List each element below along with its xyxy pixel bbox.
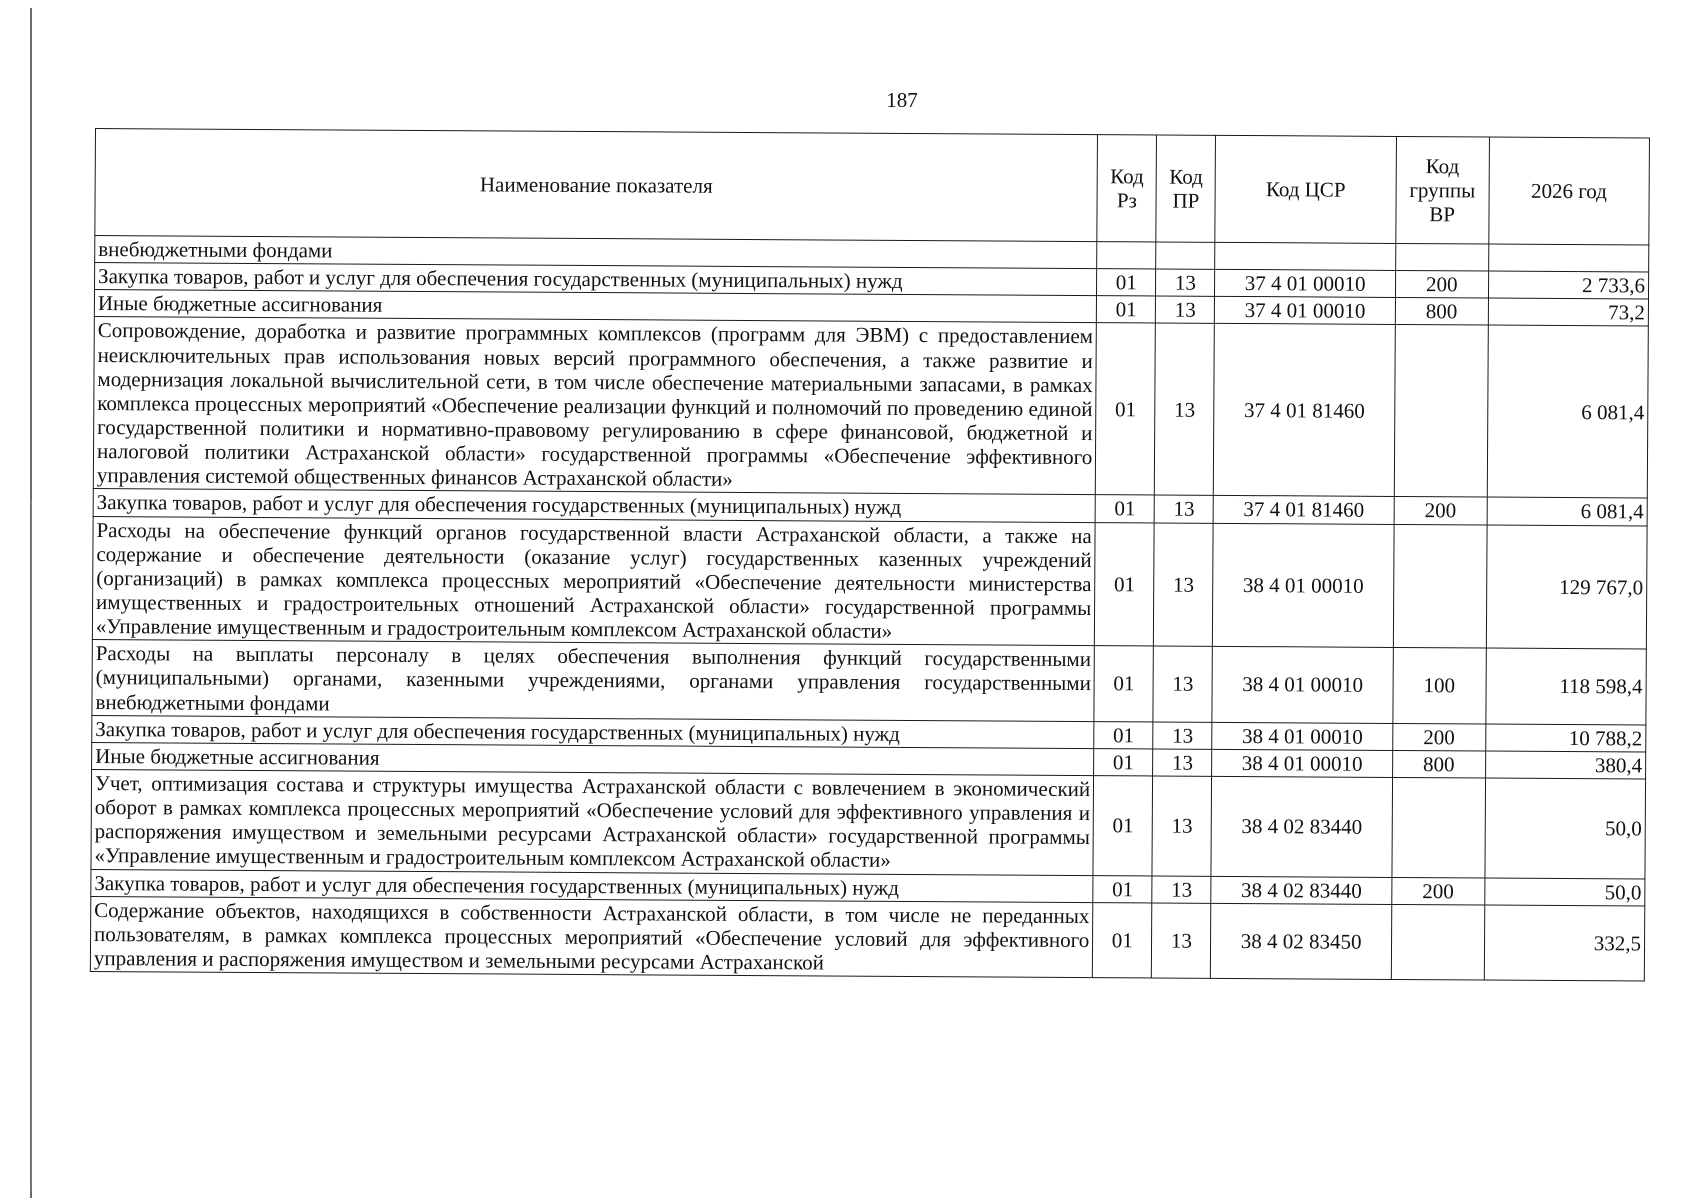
header-csr-code: Код ЦСР: [1215, 135, 1396, 243]
cell-indicator-name: Закупка товаров, работ и услуг для обеспечения государственных (муниципальных) нужд: [93, 489, 1095, 522]
header-rz-code: Код Рз: [1097, 135, 1157, 242]
table-body: [90, 236, 1648, 982]
cell-csr-code: 38 4 02 83450: [1211, 903, 1392, 980]
cell-csr-code: [1215, 242, 1396, 270]
cell-indicator-name: Закупка товаров, работ и услуг для обеспечения государственных (муниципальных) нужд: [95, 263, 1097, 296]
table-row: [92, 516, 1647, 649]
cell-rz-code: 01: [1095, 495, 1154, 523]
header-indicator-name: Наименование показателя: [95, 129, 1098, 242]
cell-rz-code: 01: [1094, 721, 1153, 749]
cell-csr-code: 38 4 02 83440: [1211, 876, 1392, 904]
table-row: [93, 317, 1648, 498]
binding-margin-dots: [31, 500, 32, 1190]
cell-indicator-name: Учет, оптимизация состава и структуры имущества Астраханской области с вовлечением в экономический оборот в рамках комплекса процессных мероприятий «Обеспечение условий для эффективного управления и распоряжения имуществом и земельными ресурсами Астраханской области» государственной программы «Управление имущественным и градостроительным комплексом Астраханской области»: [91, 769, 1094, 875]
cell-vr-code: 800: [1395, 298, 1488, 326]
cell-csr-code: 37 4 01 00010: [1215, 297, 1396, 325]
cell-vr-code: [1393, 524, 1487, 648]
cell-rz-code: 01: [1097, 296, 1156, 324]
cell-vr-code: 100: [1393, 648, 1486, 724]
cell-csr-code: 38 4 01 00010: [1213, 523, 1394, 648]
cell-indicator-name: Расходы на выплаты персоналу в целях обеспечения выполнения функций государственными (муниципальными) органами, казенными учреждениями, органами управления государственными внебюджетными фондами: [92, 640, 1095, 722]
cell-rz-code: 01: [1094, 646, 1154, 722]
cell-rz-code: 01: [1096, 323, 1156, 495]
page-number: 187: [886, 88, 918, 112]
cell-pr-code: 13: [1153, 722, 1212, 750]
cell-pr-code: [1156, 242, 1215, 270]
cell-rz-code: 01: [1093, 875, 1152, 903]
cell-pr-code: 13: [1152, 875, 1211, 903]
cell-vr-code: [1395, 243, 1488, 271]
cell-csr-code: 38 4 02 83440: [1211, 776, 1392, 877]
cell-vr-code: 200: [1394, 497, 1487, 525]
cell-csr-code: 38 4 01 00010: [1212, 722, 1393, 750]
cell-amount-2026: 332,5: [1484, 905, 1645, 981]
cell-amount-2026: 10 788,2: [1485, 724, 1646, 752]
header-vr-group-code: Код группы ВР: [1396, 136, 1489, 244]
cell-rz-code: [1097, 242, 1156, 270]
budget-table: [90, 128, 1650, 982]
cell-vr-code: [1392, 777, 1485, 877]
cell-csr-code: 38 4 01 00010: [1212, 647, 1393, 724]
cell-rz-code: 01: [1094, 748, 1153, 776]
cell-rz-code: 01: [1093, 776, 1153, 876]
cell-pr-code: 13: [1152, 903, 1212, 979]
cell-amount-2026: 129 767,0: [1486, 525, 1647, 650]
cell-amount-2026: 118 598,4: [1485, 648, 1646, 724]
cell-amount-2026: 380,4: [1485, 751, 1646, 779]
cell-amount-2026: 73,2: [1488, 298, 1649, 326]
cell-csr-code: 37 4 01 81460: [1214, 324, 1395, 497]
table-row: [92, 640, 1646, 725]
cell-indicator-name: Иные бюджетные ассигнования: [92, 742, 1094, 775]
cell-amount-2026: [1488, 244, 1649, 272]
cell-amount-2026: 50,0: [1484, 878, 1645, 906]
cell-amount-2026: 6 081,4: [1487, 497, 1648, 525]
cell-pr-code: 13: [1154, 523, 1214, 647]
cell-pr-code: 13: [1156, 269, 1215, 297]
cell-csr-code: 37 4 01 81460: [1213, 496, 1394, 524]
cell-rz-code: 01: [1093, 902, 1153, 978]
cell-vr-code: 200: [1392, 877, 1485, 905]
cell-indicator-name: Закупка товаров, работ и услуг для обеспечения государственных (муниципальных) нужд: [92, 715, 1094, 748]
cell-pr-code: 13: [1153, 646, 1213, 722]
cell-amount-2026: 6 081,4: [1487, 325, 1648, 498]
cell-csr-code: 37 4 01 00010: [1215, 269, 1396, 297]
cell-indicator-name: Иные бюджетные ассигнования: [94, 290, 1096, 323]
cell-vr-code: 200: [1393, 723, 1486, 751]
cell-pr-code: 13: [1155, 323, 1215, 495]
cell-pr-code: 13: [1156, 296, 1215, 324]
cell-csr-code: 38 4 01 00010: [1212, 749, 1393, 777]
cell-pr-code: 13: [1154, 495, 1213, 523]
table-header-row: [95, 129, 1650, 245]
table-row: [91, 769, 1646, 878]
cell-indicator-name: Закупка товаров, работ и услуг для обеспечения государственных (муниципальных) нужд: [91, 869, 1093, 902]
cell-pr-code: 13: [1152, 776, 1212, 876]
cell-amount-2026: 50,0: [1485, 778, 1646, 879]
cell-pr-code: 13: [1153, 749, 1212, 777]
cell-rz-code: 01: [1097, 269, 1156, 297]
cell-vr-code: 800: [1392, 750, 1485, 778]
cell-indicator-name: Расходы на обеспечение функций органов государственной власти Астраханской области, а также на содержание и обеспечение деятельности (оказание услуг) государственных казенных учреждений (организаций) в рамках комплекса процессных мероприятий «Обеспечение деятельности министерства имущественных и градостроительных отношений Астраханской области» государственной программы «Управление имущественным и градостроительным комплексом Астраханской области»: [92, 516, 1095, 646]
cell-indicator-name: Сопровождение, доработка и развитие программных комплексов (программ для ЭВМ) с предоставлением неисключительных прав использования новых версий программного обеспечения, а также развитие и модернизация локальной вычислительной сети, в том числе обеспечение материальными запасами, в рамках комплекса процессных мероприятий «Обеспечение реализации функций и полномочий по проведению единой государственной политики и нормативно-правовому регулированию в сфере финансовой, бюджетной и налоговой политики Астраханской области» государственной программы «Обеспечение эффективного управления системой общественных финансов Астраханской области»: [93, 317, 1096, 495]
cell-vr-code: [1391, 904, 1484, 980]
cell-indicator-name: Содержание объектов, находящихся в собственности Астраханской области, в том числе не переданных пользователям, в рамках комплекса процессных мероприятий «Обеспечение условий для эффективного управления и распоряжения имуществом и земельными ресурсами Астраханской: [90, 896, 1093, 978]
cell-rz-code: 01: [1095, 522, 1155, 646]
table-row: [90, 896, 1644, 981]
cell-indicator-name: внебюджетными фондами: [95, 236, 1097, 269]
cell-vr-code: [1394, 325, 1488, 498]
cell-amount-2026: 2 733,6: [1488, 271, 1649, 299]
header-year-2026: 2026 год: [1488, 137, 1649, 245]
cell-vr-code: 200: [1395, 271, 1488, 299]
header-pr-code: Код ПР: [1156, 135, 1216, 242]
